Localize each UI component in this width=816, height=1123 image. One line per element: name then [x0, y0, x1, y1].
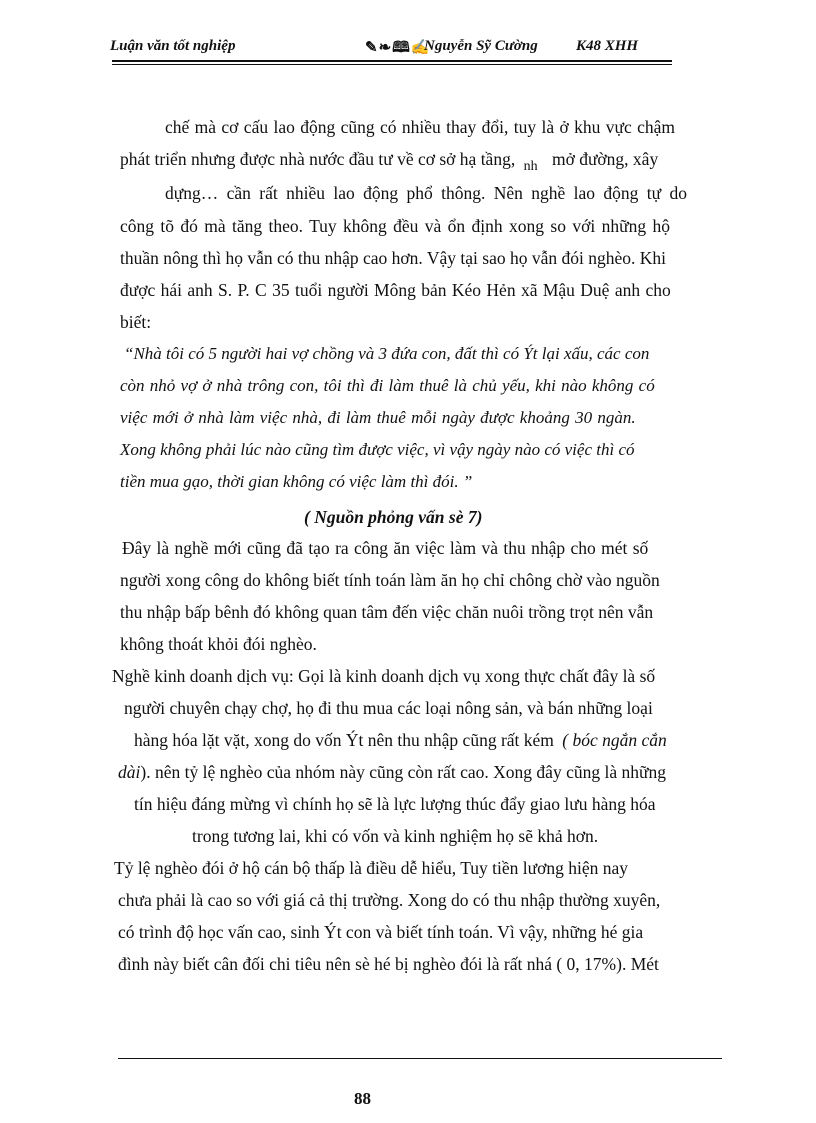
text-line: dựng… cần rất nhiều lao động phổ thông. Nên nghề lao động tự do — [165, 183, 687, 203]
text-line: không thoát khỏi đói nghèo. — [120, 634, 317, 654]
page-number: 88 — [354, 1089, 371, 1108]
text-line: biết: — [120, 312, 152, 332]
header-divider — [112, 60, 672, 65]
quote-line: còn nhỏ vợ ở nhà trông con, tôi thì đi làm thuê là chủ yếu, khi nào không có — [120, 376, 655, 395]
text-span: phát triển nhưng được nhà nước đầu tư về cơ sở hạ tầng, — [120, 149, 516, 169]
quote-line: tiền mua gạo, thời gian không có việc làm thì đói. ” — [120, 472, 473, 491]
text-span: hàng hóa lặt vặt, xong do vốn Ýt nên thu nhập cũng rất kém — [134, 730, 554, 750]
text-line: chế mà cơ cấu lao động cũng có nhiều thay đổi, tuy là ở khu vực chậm — [165, 117, 676, 137]
text-line — [120, 148, 658, 173]
header-class: K48 XHH — [576, 38, 639, 54]
quote-line: Xong không phải lúc nào cũng tìm được việc, vì vậy ngày nào có việc thì có — [120, 440, 635, 459]
text-line: tín hiệu đáng mừng vì chính họ sẽ là lực lượng thúc đẩy giao lưu hàng hóa — [134, 794, 656, 814]
text-line: Đây là nghề mới cũng đã tạo ra công ăn việc làm và thu nhập cho mét số — [122, 538, 649, 558]
text-line: Tỷ lệ nghèo đói ở hộ cán bộ thấp là điều dễ hiểu, Tuy tiền lương hiện nay — [114, 858, 629, 878]
text-span: mở đường, xây — [551, 149, 659, 169]
text-line: thu nhập bấp bênh đó không quan tâm đến việc chăn nuôi trồng trọt nên vẫn — [120, 602, 654, 622]
text-line: có trình độ học vấn cao, sinh Ýt con và biết tính toán. Vì vậy, những hé gia — [118, 922, 644, 942]
text-line — [118, 761, 666, 783]
inserted-text: nh — [523, 159, 538, 174]
header-author: Nguyễn Sỹ Cường — [424, 38, 538, 54]
text-span: ). nên tỷ lệ nghèo của nhóm này cũng còn rất cao. Xong đây cũng là những — [140, 762, 666, 782]
idiom-span: ( bóc ngắn cắn — [562, 730, 667, 750]
text-line: người xong công do không biết tính toán làm ăn họ chỉ chông chờ vào nguồn — [120, 570, 660, 590]
text-line: được hái anh S. P. C 35 tuổi người Mông bản Kéo Hẻn xã Mậu Duệ anh cho — [120, 280, 671, 300]
quote-line: “Nhà tôi có 5 người hai vợ chồng và 3 đứa con, đất thì có Ýt lại xấu, các con — [124, 344, 650, 363]
running-header — [110, 38, 670, 60]
text-line: chưa phải là cao so với giá cả thị trường. Xong do có thu nhập thường xuyên, — [118, 890, 661, 910]
footer-divider — [118, 1058, 722, 1059]
text-line: thuần nông thì họ vẫn có thu nhập cao hơn. Vậy tại sao họ vẫn đói nghèo. Khi — [120, 248, 666, 268]
text-line: công tõ đó mà tăng theo. Tuy không đều và ổn định xong so với những hộ — [120, 216, 670, 236]
idiom-span: dài — [118, 762, 141, 782]
text-line — [134, 729, 667, 751]
header-thesis-label: Luận văn tốt nghiệp — [110, 38, 236, 54]
quote-source: ( Nguồn phỏng vấn sè 7) — [304, 507, 483, 527]
text-line: trong tương lai, khi có vốn và kinh nghiệm họ sẽ khả hơn. — [192, 826, 599, 846]
quote-line: việc mới ở nhà làm việc nhà, đi làm thuê mỗi ngày được khoảng 30 ngàn. — [120, 408, 636, 427]
header-ornament-icon: ✎❧🕮✍ — [365, 40, 431, 56]
text-line: Nghề kinh doanh dịch vụ: Gọi là kinh doanh dịch vụ xong thực chất đây là số — [112, 666, 656, 686]
text-line: người chuyên chạy chợ, họ đi thu mua các loại nông sản, và bán những loại — [124, 698, 653, 718]
text-line: đình này biết cân đối chi tiêu nên sè hé bị nghèo đói là rất nhá ( 0, 17%). Mét — [118, 954, 659, 974]
